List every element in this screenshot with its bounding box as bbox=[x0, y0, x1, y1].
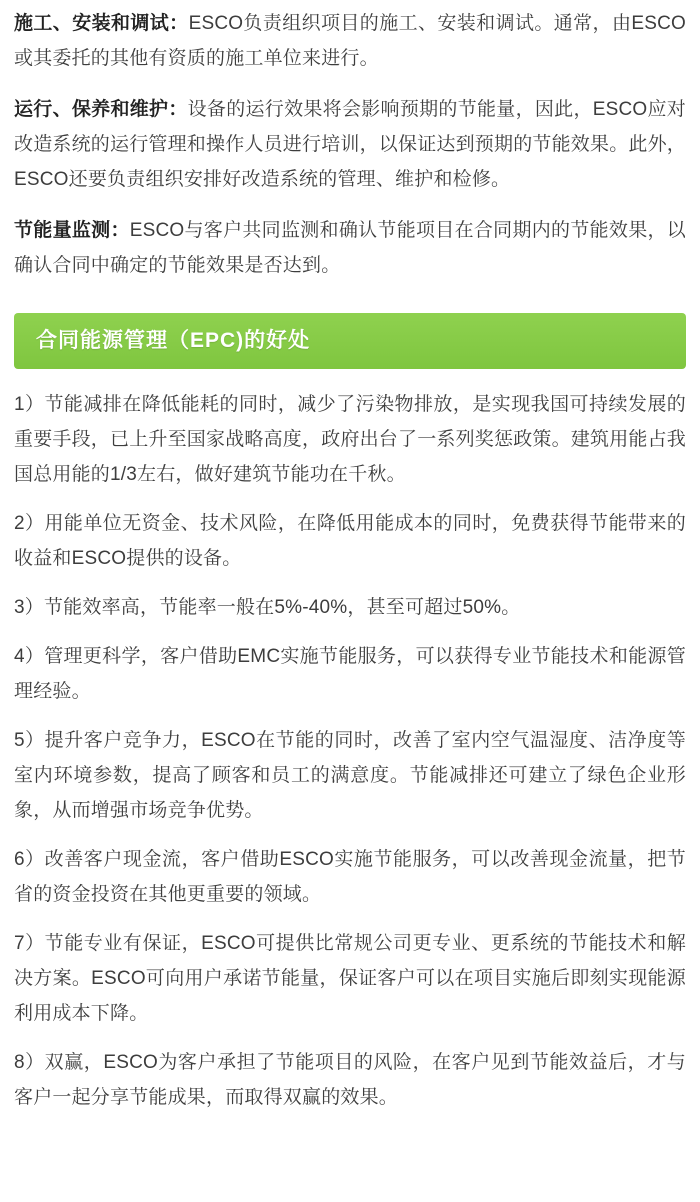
paragraph-monitoring-lead: 节能量监测： bbox=[14, 220, 130, 241]
paragraph-operation-lead: 运行、保养和维护： bbox=[14, 99, 188, 120]
benefit-item: 8）双赢，ESCO为客户承担了节能项目的风险，在客户见到节能效益后，才与客户一起分享节能成果，而取得双赢的效果。 bbox=[14, 1052, 686, 1108]
benefit-item: 1）节能减排在降低能耗的同时，减少了污染物排放，是实现我国可持续发展的重要手段，已上升至国家战略高度，政府出台了一系列奖惩政策。建筑用能占我国总用能的1/3左右，做好建筑节能功在千秋。 bbox=[14, 394, 687, 485]
benefit-item: 6）改善客户现金流，客户借助ESCO实施节能服务，可以改善现金流量，把节省的资金投资在其他更重要的领域。 bbox=[14, 849, 686, 905]
section-header-epc-benefits bbox=[14, 313, 686, 369]
paragraph-construction bbox=[14, 6, 686, 76]
paragraph-operation-body: 设备的运行效果将会影响预期的节能量，因此，ESCO应对改造系统的运行管理和操作人员进行培训，以保证达到预期的节能效果。此外，ESCO还要负责组织安排好改造系统的管理、维护和检修。 bbox=[14, 99, 687, 190]
paragraph-monitoring-body: ESCO与客户共同监测和确认节能项目在合同期内的节能效果，以确认合同中确定的节能效果是否达到。 bbox=[14, 220, 686, 276]
benefit-item: 5）提升客户竞争力，ESCO在节能的同时，改善了室内空气温湿度、洁净度等室内环境参数，提高了顾客和员工的满意度。节能减排还可建立了绿色企业形象，从而增强市场竞争优势。 bbox=[14, 730, 686, 821]
paragraph-operation bbox=[14, 92, 686, 197]
paragraph-construction-lead: 施工、安装和调试： bbox=[14, 13, 189, 34]
section-title: 合同能源管理（EPC)的好处 bbox=[36, 329, 311, 352]
benefit-item: 3）节能效率高，节能率一般在5%‐40%，甚至可超过50%。 bbox=[14, 597, 521, 618]
paragraph-monitoring bbox=[14, 213, 686, 283]
paragraph-construction-body: ESCO负责组织项目的施工、安装和调试。通常，由ESCO或其委托的其他有资质的施工单位来进行。 bbox=[14, 13, 686, 69]
benefit-item: 2）用能单位无资金、技术风险，在降低用能成本的同时，免费获得节能带来的收益和ESCO提供的设备。 bbox=[14, 513, 686, 569]
benefit-item: 7）节能专业有保证，ESCO可提供比常规公司更专业、更系统的节能技术和解决方案。ESCO可向用户承诺节能量，保证客户可以在项目实施后即刻实现能源利用成本下降。 bbox=[14, 933, 686, 1024]
benefit-item: 4）管理更科学，客户借助EMC实施节能服务，可以获得专业节能技术和能源管理经验。 bbox=[14, 646, 686, 702]
